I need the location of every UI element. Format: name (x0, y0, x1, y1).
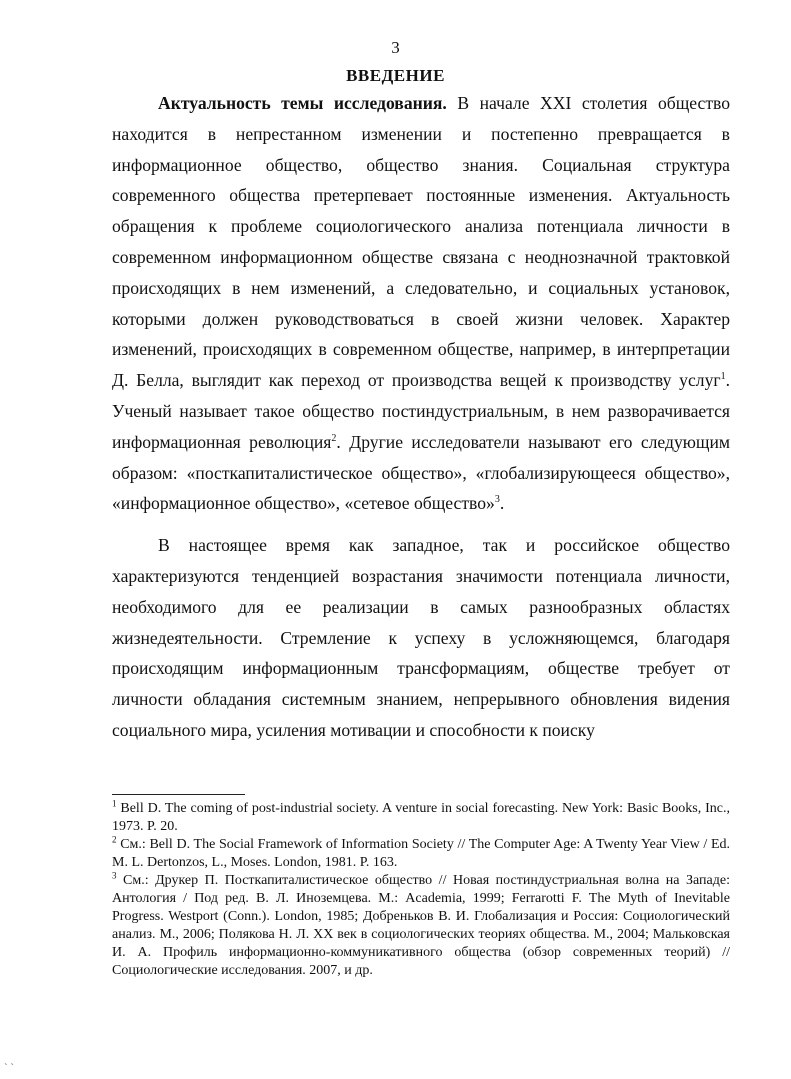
footnote-number: 1 (112, 798, 117, 809)
section-heading: ВВЕДЕНИЕ (346, 66, 445, 85)
main-text (112, 88, 730, 746)
paragraph-1-text-a: В начале XXI столетия общество находится в непрестанном изменении и постепенно превращается в информационное общество, общество знания. Социальная структура современного общества претерпевает постоянные изменения. Актуальность обращения к проблеме социологического анализа потенциала личности в современном информационном обществе связана с неоднозначной трактовкой происходящих в нем изменений, а следовательно, и социальных установок, которыми должен руководствоваться в своей жизни человек. Характер изменений, происходящих в современном обществе, например, в интерпретации Д. Белла, выглядит как переход от производства вещей к производству услуг (112, 93, 730, 391)
paragraph-lead: Актуальность темы исследования. (158, 93, 447, 113)
paragraph-1-text-b: . Ученый называет такое общество постиндустриальным, в нем разворачивается информационная революция (112, 370, 730, 452)
footnote-number: 3 (112, 870, 117, 881)
footnote-3 (112, 872, 730, 980)
paragraph-2: В настоящее время как западное, так и российское общество характеризуются тенденцией возрастания значимости потенциала личности, необходимого для ее реализации в самых разнообразных областях жизнедеятельности. Стремление к успеху в усложняющемся, благодаря происходящим информационным трансформациям, обществе требует от личности обладания системным знанием, непрерывного обновления видения социального мира, усиления мотивации и способности к поиску (112, 535, 730, 740)
footnote-2 (112, 836, 730, 872)
footnote-text: См.: Друкер П. Посткапиталистическое общество // Новая постиндустриальная волна на Западе: Антология / Под ред. В. Л. Иноземцева. М.: Academia, 1999; Ferrarotti F. The Myth of Inevitable Progress. Westport (Conn.). London, 1985; Добреньков В. И. Глобализация и Россия: Социологический анализ. М., 2006; Полякова Н. Л. XX век в социологических теориях общества. М., 2004; Мальковская И. А. Профиль информационно-коммуникативного общества (обзор современных теорий) // Социологические исследования. 2007, и др. (112, 873, 730, 978)
paragraph-1-text-d: . (499, 493, 505, 514)
footnote-ref-3[interactable]: 3 (494, 494, 500, 506)
footnote-1 (112, 800, 730, 836)
footnote-text: См.: Bell D. The Social Framework of Information Society // The Computer Age: A Twenty Year View / Ed. M. L. Dertonzos, L., Moses. London, 1981. P. 163. (112, 837, 730, 870)
scan-corner-mark: ` ` (4, 1062, 15, 1074)
footnote-divider (112, 794, 245, 795)
footnote-ref-1[interactable]: 1 (720, 371, 726, 383)
paragraph-1-text-c: . Другие исследователи называют его следующим образом: «посткапиталистическое общество», «глобализирующееся общество», «информационное общество», «сетевое общество» (112, 431, 730, 514)
footnote-ref-2[interactable]: 2 (331, 432, 337, 444)
paragraph-1 (112, 88, 730, 519)
footnote-number: 2 (112, 834, 117, 845)
page-number: 3 (391, 38, 400, 57)
footnotes (112, 800, 730, 980)
footnote-text: Bell D. The coming of post-industrial society. A venture in social forecasting. New York: Basic Books, Inc., 1973. P. 20. (112, 801, 730, 834)
